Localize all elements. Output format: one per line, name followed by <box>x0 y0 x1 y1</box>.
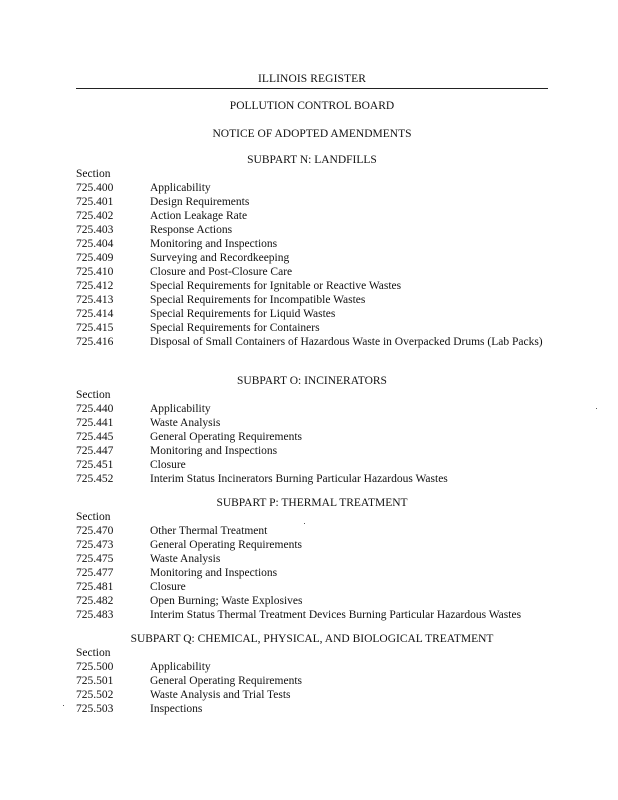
section-title: Waste Analysis <box>150 417 221 429</box>
section-number: 725.483 <box>76 609 114 621</box>
section-title: Interim Status Thermal Treatment Devices Burning Particular Hazardous Wastes <box>150 609 522 621</box>
section-number: 725.451 <box>76 459 114 471</box>
section-title: General Operating Requirements <box>150 431 302 443</box>
section-title: Monitoring and Inspections <box>150 567 278 579</box>
notice-title: NOTICE OF ADOPTED AMENDMENTS <box>212 128 412 140</box>
section-title: Applicability <box>150 403 211 415</box>
section-title: Other Thermal Treatment <box>150 525 268 537</box>
section-number: 725.470 <box>76 525 114 537</box>
section-number: 725.501 <box>76 675 114 687</box>
section-title: General Operating Requirements <box>150 539 302 551</box>
section-number: 725.401 <box>76 196 114 208</box>
section-number: 725.440 <box>76 403 114 415</box>
subpart-heading: SUBPART O: INCINERATORS <box>237 375 387 387</box>
section-number: 725.416 <box>76 336 114 348</box>
section-title: Response Actions <box>150 224 233 236</box>
section-number: 725.404 <box>76 238 114 250</box>
section-number: 725.409 <box>76 252 114 264</box>
section-title: Special Requirements for Incompatible Wastes <box>150 294 366 306</box>
section-number: 725.445 <box>76 431 114 443</box>
section-title: Monitoring and Inspections <box>150 445 278 457</box>
section-title: Monitoring and Inspections <box>150 238 278 250</box>
section-title: Special Requirements for Liquid Wastes <box>150 308 336 320</box>
section-number: 725.403 <box>76 224 114 236</box>
section-number: 725.477 <box>76 567 114 579</box>
section-title: Special Requirements for Ignitable or Reactive Wastes <box>150 280 402 292</box>
scan-speck <box>63 705 64 706</box>
subpart-heading: SUBPART Q: CHEMICAL, PHYSICAL, AND BIOLOGICAL TREATMENT <box>130 633 494 645</box>
section-title: Special Requirements for Containers <box>150 322 320 334</box>
section-title: Disposal of Small Containers of Hazardous Waste in Overpacked Drums (Lab Packs) <box>150 336 543 348</box>
section-number: 725.412 <box>76 280 114 292</box>
section-title: Closure and Post-Closure Care <box>150 266 293 278</box>
section-title: General Operating Requirements <box>150 675 302 687</box>
section-title: Action Leakage Rate <box>150 210 248 222</box>
section-title: Applicability <box>150 182 211 194</box>
section-number: 725.500 <box>76 661 114 673</box>
section-number: 725.502 <box>76 689 114 701</box>
section-label: Section <box>76 389 111 401</box>
section-number: 725.415 <box>76 322 114 334</box>
section-number: 725.447 <box>76 445 114 457</box>
section-number: 725.413 <box>76 294 114 306</box>
section-title: Waste Analysis and Trial Tests <box>150 689 291 701</box>
section-number: 725.414 <box>76 308 114 320</box>
scan-speck <box>596 408 597 409</box>
scan-speck <box>304 523 305 524</box>
section-number: 725.400 <box>76 182 114 194</box>
subpart-heading: SUBPART N: LANDFILLS <box>247 154 377 166</box>
section-number: 725.452 <box>76 473 114 485</box>
section-label: Section <box>76 168 111 180</box>
section-label: Section <box>76 647 111 659</box>
section-title: Applicability <box>150 661 211 673</box>
section-title: Design Requirements <box>150 196 250 208</box>
register-title: ILLINOIS REGISTER <box>257 73 367 85</box>
section-title: Surveying and Recordkeeping <box>150 252 290 264</box>
section-label: Section <box>76 511 111 523</box>
section-title: Open Burning; Waste Explosives <box>150 595 303 607</box>
section-number: 725.402 <box>76 210 114 222</box>
subpart-heading: SUBPART P: THERMAL TREATMENT <box>216 497 408 509</box>
agency-title: POLLUTION CONTROL BOARD <box>229 100 395 112</box>
section-number: 725.410 <box>76 266 114 278</box>
section-title: Closure <box>150 459 186 471</box>
section-title: Interim Status Incinerators Burning Particular Hazardous Wastes <box>150 473 448 485</box>
section-number: 725.503 <box>76 703 114 715</box>
section-title: Waste Analysis <box>150 553 221 565</box>
section-title: Inspections <box>150 703 203 715</box>
section-number: 725.481 <box>76 581 114 593</box>
section-title: Closure <box>150 581 186 593</box>
section-number: 725.441 <box>76 417 114 429</box>
header-rule <box>76 88 548 89</box>
section-number: 725.482 <box>76 595 114 607</box>
section-number: 725.473 <box>76 539 114 551</box>
section-number: 725.475 <box>76 553 114 565</box>
